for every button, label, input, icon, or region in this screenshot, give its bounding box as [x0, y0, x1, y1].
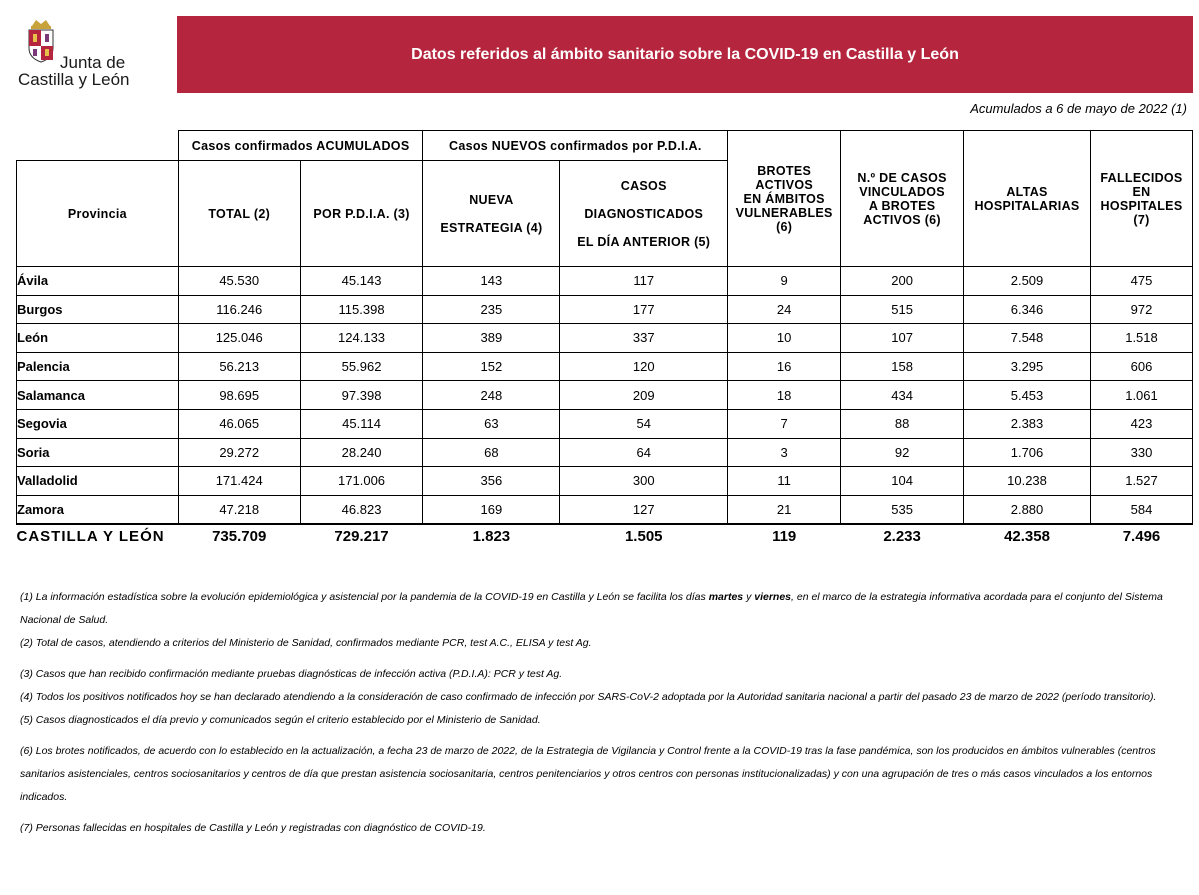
- cell-altas: 5.453: [964, 381, 1091, 410]
- cell-diag: 54: [560, 409, 728, 438]
- cell-nueva: 152: [423, 352, 560, 381]
- table-row: [17, 381, 1193, 410]
- cell-pdia: 46.823: [300, 495, 423, 524]
- cell-nueva: 169: [423, 495, 560, 524]
- table-body: [17, 267, 1193, 548]
- cell-total: 47.218: [178, 495, 300, 524]
- cell-fall: 606: [1090, 352, 1192, 381]
- total-fall: 7.496: [1090, 524, 1192, 547]
- cell-nueva: 143: [423, 267, 560, 296]
- footnote-part: martes: [708, 591, 744, 603]
- footnote: (7) Personas fallecidas en hospitales de Castilla y León y registradas con diagnóstico de COVID-19.: [20, 822, 486, 834]
- junta-logo: [18, 18, 168, 90]
- cell-provincia: Zamora: [17, 495, 179, 524]
- cell-total: 116.246: [178, 295, 300, 324]
- table-row: [17, 324, 1193, 353]
- cell-altas: 2.509: [964, 267, 1091, 296]
- col-fallecidos: FALLECIDOS EN HOSPITALES (7): [1090, 131, 1192, 267]
- cell-total: 98.695: [178, 381, 300, 410]
- cell-provincia: Valladolid: [17, 467, 179, 496]
- table-row: [17, 467, 1193, 496]
- cell-provincia: Segovia: [17, 409, 179, 438]
- cell-brotes: 3: [728, 438, 841, 467]
- cell-altas: 6.346: [964, 295, 1091, 324]
- cell-nueva: 235: [423, 295, 560, 324]
- cell-brotes: 24: [728, 295, 841, 324]
- cell-provincia: Burgos: [17, 295, 179, 324]
- cell-fall: 1.527: [1090, 467, 1192, 496]
- cell-provincia: Palencia: [17, 352, 179, 381]
- cell-brotes: 9: [728, 267, 841, 296]
- cell-provincia: Ávila: [17, 267, 179, 296]
- group-header-acumulados: Casos confirmados ACUMULADOS: [178, 131, 423, 161]
- page-title: Datos referidos al ámbito sanitario sobre la COVID-19 en Castilla y León: [411, 45, 959, 63]
- cell-vinc: 200: [841, 267, 964, 296]
- footnote: (5) Casos diagnosticados el día previo y comunicados según el criterio establecido por el Ministerio de Sanidad.: [20, 714, 541, 726]
- group-header-nuevos: Casos NUEVOS confirmados por P.D.I.A.: [423, 131, 728, 161]
- cell-total: 56.213: [178, 352, 300, 381]
- table-row: [17, 352, 1193, 381]
- cell-diag: 209: [560, 381, 728, 410]
- cell-brotes: 21: [728, 495, 841, 524]
- col-nueva-estrategia: NUEVA ESTRATEGIA (4): [423, 161, 560, 267]
- cell-altas: 10.238: [964, 467, 1091, 496]
- footnote: (2) Total de casos, atendiendo a criterios del Ministerio de Sanidad, confirmados mediante PCR, test A.C., ELISA y test Ag.: [20, 637, 592, 649]
- cell-diag: 64: [560, 438, 728, 467]
- table-row: [17, 295, 1193, 324]
- col-vinculados: N.º DE CASOS VINCULADOS A BROTES ACTIVOS (6): [841, 131, 964, 267]
- cell-diag: 177: [560, 295, 728, 324]
- total-altas: 42.358: [964, 524, 1091, 547]
- cell-pdia: 97.398: [300, 381, 423, 410]
- cell-brotes: 10: [728, 324, 841, 353]
- cell-fall: 330: [1090, 438, 1192, 467]
- cell-total: 46.065: [178, 409, 300, 438]
- cell-provincia: Soria: [17, 438, 179, 467]
- cell-altas: 2.383: [964, 409, 1091, 438]
- col-total: TOTAL (2): [178, 161, 300, 267]
- cell-fall: 972: [1090, 295, 1192, 324]
- total-vinc: 2.233: [841, 524, 964, 547]
- cell-nueva: 389: [423, 324, 560, 353]
- col-brotes: BROTES ACTIVOS EN ÁMBITOS VULNERABLES (6): [728, 131, 841, 267]
- cell-total: 171.424: [178, 467, 300, 496]
- cell-vinc: 158: [841, 352, 964, 381]
- logo-text: [18, 54, 130, 88]
- cell-total: 125.046: [178, 324, 300, 353]
- cell-vinc: 434: [841, 381, 964, 410]
- col-pdia: POR P.D.I.A. (3): [300, 161, 423, 267]
- total-total: 735.709: [178, 524, 300, 547]
- cell-vinc: 92: [841, 438, 964, 467]
- cell-vinc: 107: [841, 324, 964, 353]
- table-row: [17, 409, 1193, 438]
- cell-total: 29.272: [178, 438, 300, 467]
- footnote: (4) Todos los positivos notificados hoy se han declarado atendiendo a la consideración de caso confirmado de infección por SARS-CoV-2 adoptada por la Autoridad sanitaria nacional a partir del pasado 23 de marzo de 2022 (período transitorio).: [20, 691, 1157, 703]
- cell-altas: 1.706: [964, 438, 1091, 467]
- cell-diag: 300: [560, 467, 728, 496]
- table-row: [17, 438, 1193, 467]
- cell-nueva: 248: [423, 381, 560, 410]
- cell-provincia: Salamanca: [17, 381, 179, 410]
- cell-fall: 475: [1090, 267, 1192, 296]
- cell-altas: 3.295: [964, 352, 1091, 381]
- table-row: [17, 495, 1193, 524]
- footnote-part: y: [743, 591, 755, 603]
- cell-altas: 2.880: [964, 495, 1091, 524]
- cell-diag: 337: [560, 324, 728, 353]
- table-row: [17, 267, 1193, 296]
- footnote: (6) Los brotes notificados, de acuerdo con lo establecido en la actualización, a fecha 23 de marzo de 2022, de la Estrategia de Vigilancia y Control frente a la COVID-19 tras la fase pandémica, son los producidos en ámbitos vulnerables (centros sanitarios asistenciales, centros sociosanitarios y centros de día que prestan asistencia sociosanitaria, centros penitenciarios y otros centros con personas institucionalizadas) y con una agrupación de tres o más casos vinculados a los entornos indicados.: [20, 745, 1156, 803]
- covid-data-table: [16, 130, 1193, 547]
- footnote-part: viernes: [754, 591, 792, 603]
- cell-pdia: 45.114: [300, 409, 423, 438]
- cell-nueva: 356: [423, 467, 560, 496]
- cell-pdia: 28.240: [300, 438, 423, 467]
- col-altas: ALTAS HOSPITALARIAS: [964, 131, 1091, 267]
- footnote: [20, 586, 1190, 632]
- cell-vinc: 535: [841, 495, 964, 524]
- total-diag: 1.505: [560, 524, 728, 547]
- cell-brotes: 7: [728, 409, 841, 438]
- cell-brotes: 11: [728, 467, 841, 496]
- cell-vinc: 88: [841, 409, 964, 438]
- cell-altas: 7.548: [964, 324, 1091, 353]
- cell-nueva: 68: [423, 438, 560, 467]
- cell-fall: 584: [1090, 495, 1192, 524]
- cell-nueva: 63: [423, 409, 560, 438]
- logo-line-2: Castilla y León: [18, 70, 130, 89]
- cell-fall: 1.061: [1090, 381, 1192, 410]
- col-provincia: Provincia: [17, 161, 179, 267]
- footnote-part: , en el marco de la estrategia informativa acordada para el conjunto del Sistema Nacional de Salud.: [20, 591, 1163, 626]
- cell-fall: 423: [1090, 409, 1192, 438]
- cell-pdia: 171.006: [300, 467, 423, 496]
- footnotes: [20, 586, 1190, 840]
- cell-fall: 1.518: [1090, 324, 1192, 353]
- footnote-part: (1) La información estadística sobre la evolución epidemiológica y asistencial por la pandemia de la COVID-19 en Castilla y León se facilita los días: [20, 591, 709, 603]
- total-pdia: 729.217: [300, 524, 423, 547]
- cell-diag: 120: [560, 352, 728, 381]
- footnote: (3) Casos que han recibido confirmación mediante pruebas diagnósticas de infección activa (P.D.I.A): PCR y test Ag.: [20, 668, 563, 680]
- cell-pdia: 45.143: [300, 267, 423, 296]
- date-subtitle: Acumulados a 6 de mayo de 2022 (1): [970, 101, 1187, 116]
- title-banner: [177, 16, 1193, 93]
- col-diagnosticados: CASOS DIAGNOSTICADOS EL DÍA ANTERIOR (5): [560, 161, 728, 267]
- cell-diag: 117: [560, 267, 728, 296]
- cell-total: 45.530: [178, 267, 300, 296]
- cell-pdia: 115.398: [300, 295, 423, 324]
- logo-line-1: Junta de: [60, 53, 126, 72]
- cell-vinc: 515: [841, 295, 964, 324]
- cell-brotes: 16: [728, 352, 841, 381]
- header-blank: [17, 131, 179, 161]
- total-row: [17, 524, 1193, 547]
- total-nueva: 1.823: [423, 524, 560, 547]
- cell-pdia: 55.962: [300, 352, 423, 381]
- cell-pdia: 124.133: [300, 324, 423, 353]
- cell-provincia: León: [17, 324, 179, 353]
- total-brotes: 119: [728, 524, 841, 547]
- cell-vinc: 104: [841, 467, 964, 496]
- cell-brotes: 18: [728, 381, 841, 410]
- total-provincia: CASTILLA Y LEÓN: [17, 524, 179, 547]
- cell-diag: 127: [560, 495, 728, 524]
